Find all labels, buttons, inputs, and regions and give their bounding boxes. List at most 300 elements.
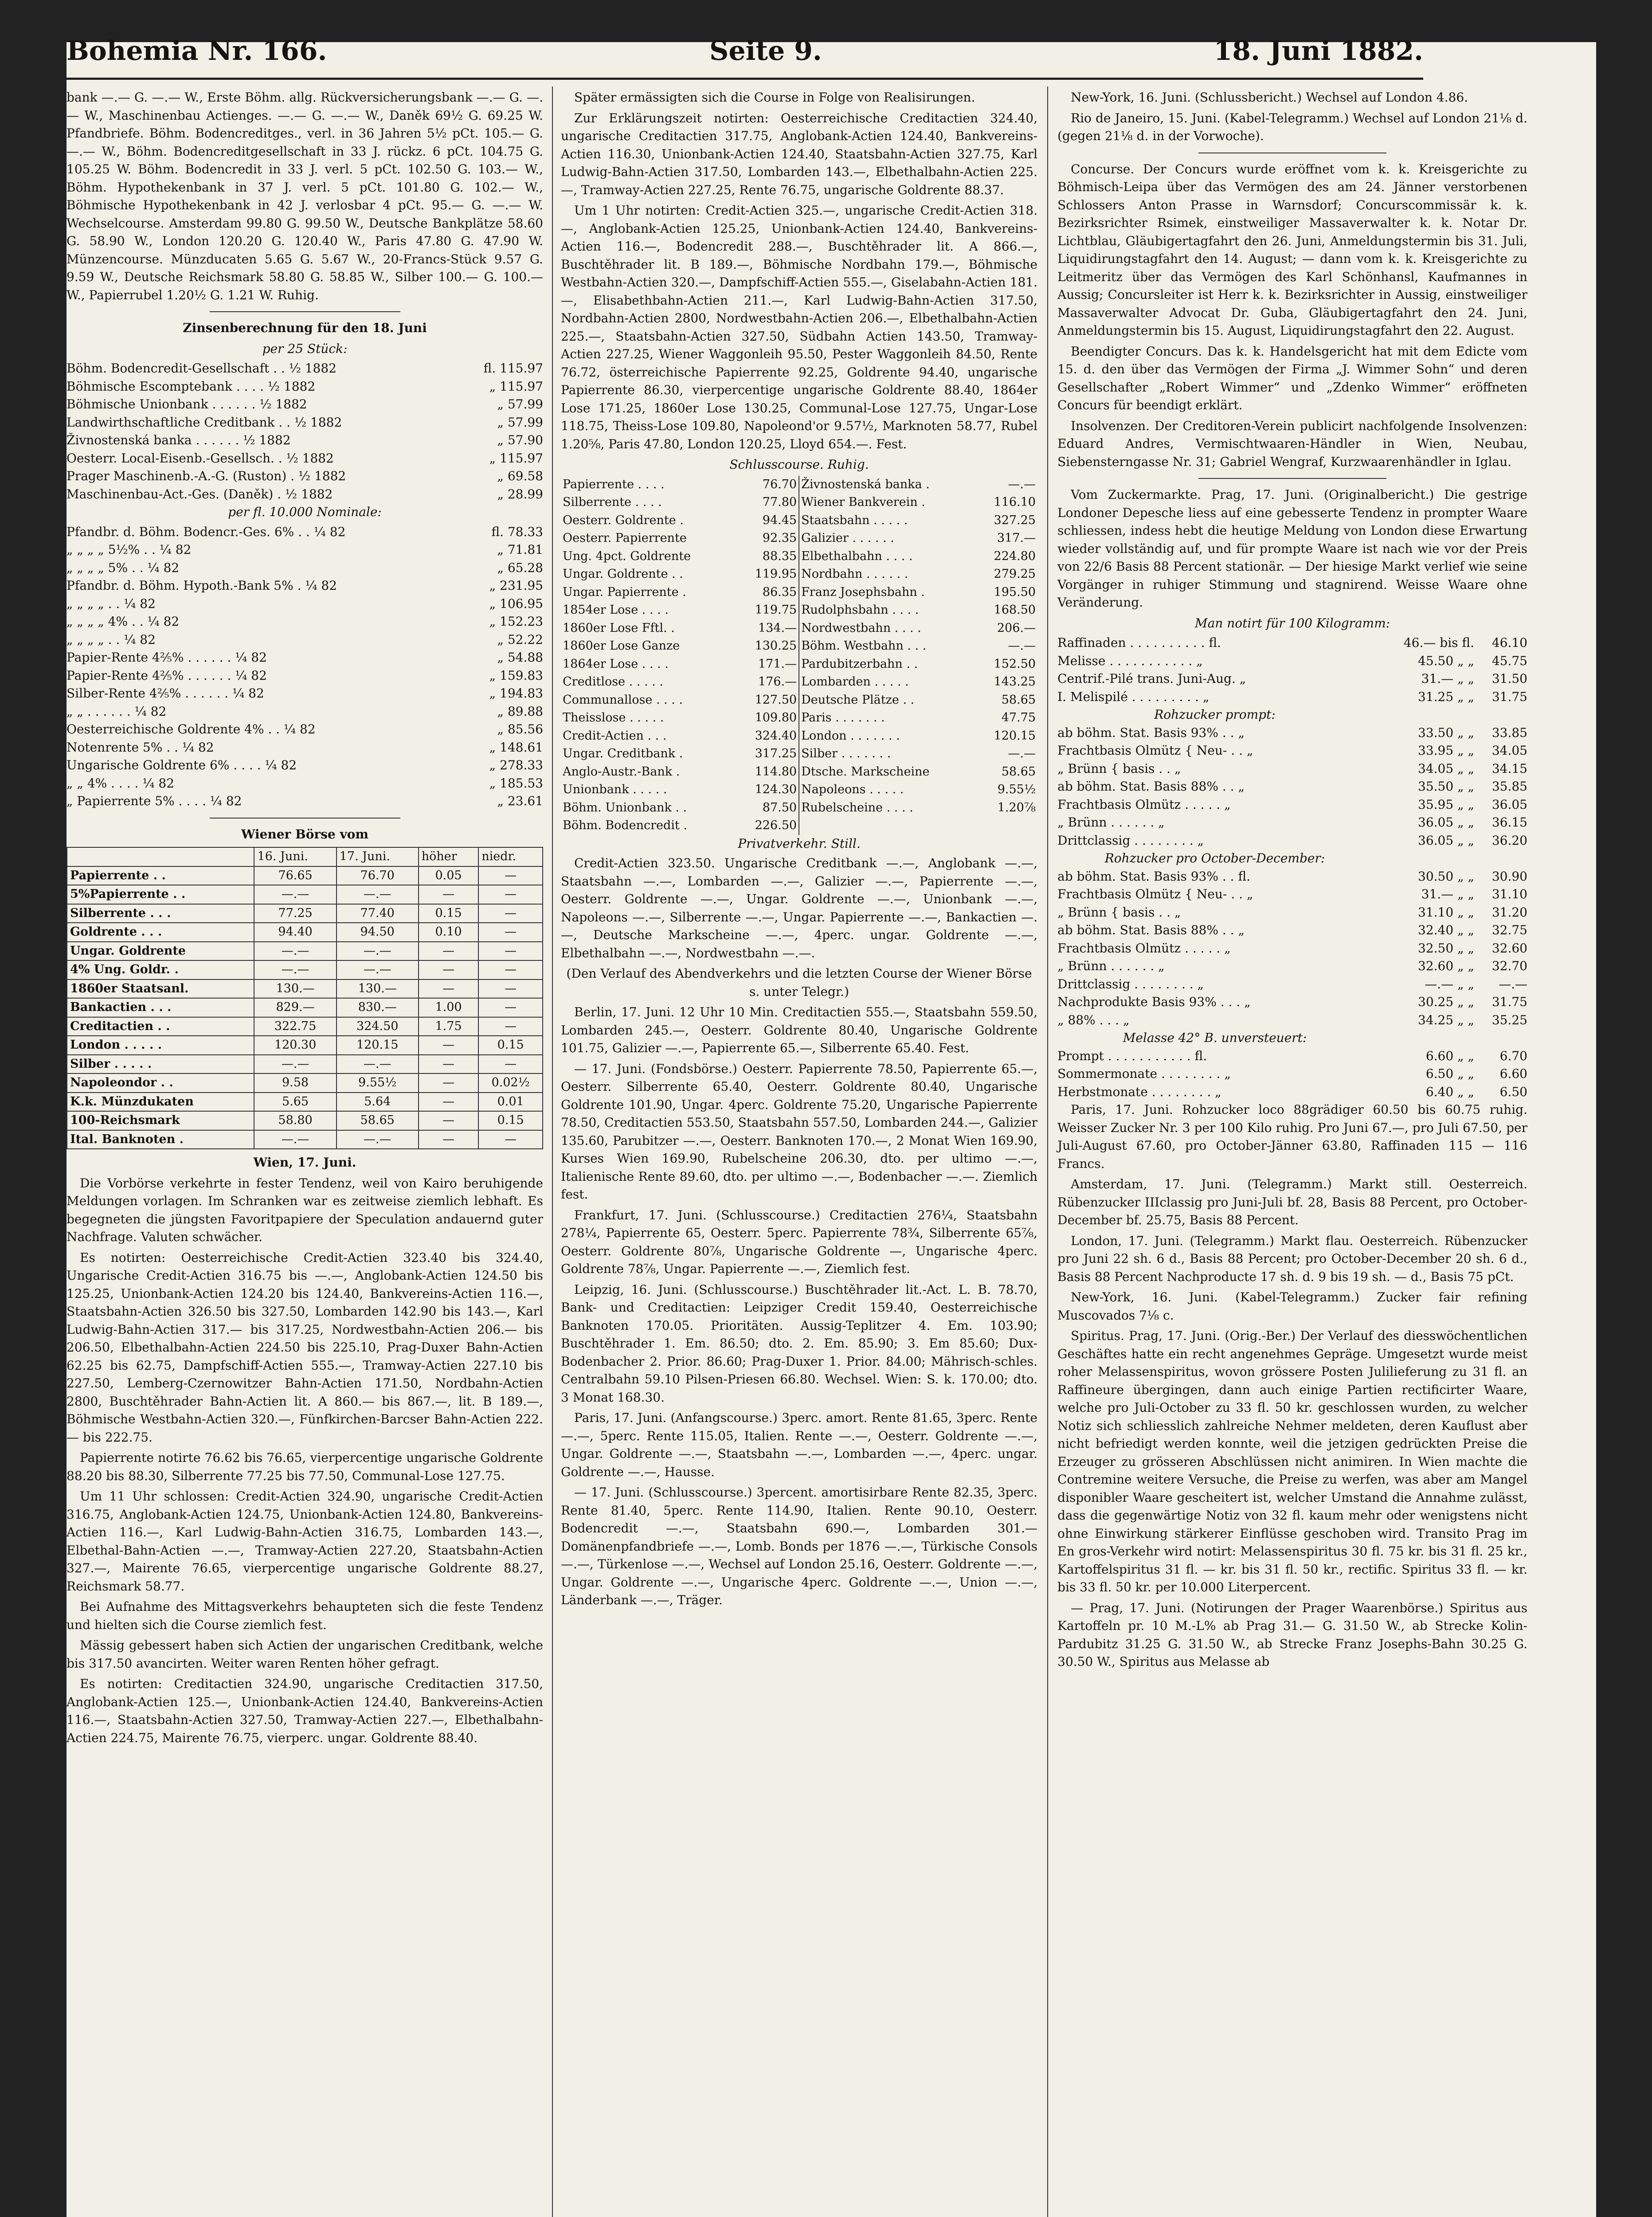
table-cell: — (478, 923, 543, 942)
interest-row (67, 360, 543, 378)
table-cell: 88.35 (737, 548, 799, 566)
table-cell: Rudolphsbahn . . . . (801, 603, 919, 617)
paris-report-2: — 17. Juni. (Schlusscourse.) 3percent. amortisirbare Rente 82.35, 3perc. Rente 81.40, 5perc. Rente 114.90, Italien. Rente 90.10, Oesterr. Bodencredit —.—, Staatsbahn 690.—, Lombarden 301.— Domänenpfandbriefe —.—, Lomb. Bonds per 1876 —.—, Türkische Consols —.—, Türkenlose —.—, Wechsel auf London 25.16, Oesterr. Goldrente —.—, Ungar. Goldrente —.—, Ungarische 4perc. Goldrente —.—, Union —.—, Länderbank —.—, Träger. (561, 1485, 1037, 1607)
column-3 (1057, 89, 1527, 1674)
separator (210, 311, 400, 312)
price-from: 6.40 „ „ (1425, 1084, 1474, 1099)
price-label: ab böhm. Stat. Basis 88% . . „ (1057, 779, 1245, 794)
table-cell: Silberrente . . . . (563, 495, 662, 509)
interest-value: „ 89.88 (497, 704, 543, 719)
table-cell: — (419, 1130, 478, 1149)
price-row (1057, 940, 1527, 958)
table-header-cell (67, 847, 254, 866)
table-header-cell: niedr. (478, 847, 543, 866)
price-label: Herbstmonate . . . . . . . . „ (1057, 1084, 1221, 1099)
table-cell: — (419, 1055, 478, 1074)
paris-sugar-report: Paris, 17. Juni. Rohzucker loco 88grädiger 60.50 bis 60.75 ruhig. Weisser Zucker Nr. 3 per 100 Kilo ruhig. Pro Juni 67.—, pro Juli 67.50, per Juli-August 67.60, pro October-Jänner 63.80, Raffinaden 115 — 116 Francs. (1057, 1102, 1527, 1171)
article-paragraph: Bei Aufnahme des Mittagsverkehrs behaupteten sich die feste Tendenz und hielten sich die Course ziemlich fest. (67, 1599, 543, 1632)
table-row (561, 817, 1037, 835)
separator (210, 818, 400, 819)
interest-value: „ 23.61 (497, 794, 543, 808)
price-label: I. Melispilé . . . . . . . . . „ (1057, 689, 1210, 704)
interest-row (67, 559, 543, 577)
price-to: 31.75 (1491, 995, 1527, 1009)
table-cell: Nordbahn . . . . . . (801, 567, 908, 581)
zucker-subtitle: Man notirt für 100 Kilogramm: (1194, 615, 1390, 631)
table-cell: 224.80 (994, 549, 1036, 563)
table-cell: Oesterr. Goldrente . (563, 513, 684, 527)
table-cell: Oesterr. Papierrente (563, 531, 687, 545)
table-row (561, 494, 1037, 512)
table-cell: 130.— (337, 979, 419, 999)
price-row (1057, 742, 1527, 760)
price-row (1057, 957, 1527, 975)
table-row (67, 1055, 543, 1074)
table-row (561, 763, 1037, 781)
table-cell: Deutsche Plätze . . (801, 693, 915, 707)
berlin-report: Berlin, 17. Juni. 12 Uhr 10 Min. Creditactien 555.—, Staatsbahn 559.50, Lombarden 245.—, Oesterr. Goldrente 80.40, Ungarische Goldrente 101.75, Galizier —.—, Papierrente 65.—, Silberrente 65.40. Fest. (561, 1005, 1037, 1055)
price-from (1372, 850, 1474, 868)
table-row (67, 1017, 543, 1036)
article-paragraph: Es notirten: Oesterreichische Credit-Actien 323.40 bis 324.40, Ungarische Credit-Actien 316.75 bis —.—, Anglobank-Actien 124.50 bis 125.25, Unionbank-Actien 124.20 bis 124.40, Bankvereins-Actien 116.—, Staatsbahn-Actien 326.50 bis 327.50, Lombarden 142.90 bis 143.—, Karl Ludwig-Bahn-Actien 317.— bis 317.25, Nordwestbahn-Actien 206.— bis 206.50, Elbethalbahn-Actien 224.50 bis 225.10, Prag-Duxer Bahn-Actien 62.25 bis 62.75, Dampfschiff-Actien 555.—, Tramway-Actien 227.10 bis 227.50, Lemberg-Czernowitzer Bahn-Actien 171.50, Nordbahn-Actien 2800, Buschtěhrader Bahn-Actien lit. A 860.— bis 867.—, lit. B 189.—, Böhmische Westbahn-Actien 320.—, Fünfkirchen-Barcser Bahn-Actien 222.— bis 222.75. (67, 1250, 543, 1445)
table-cell: —.— (254, 1130, 336, 1149)
interest-value: „ 115.97 (489, 450, 543, 466)
table-cell: Galizier . . . . . . (801, 531, 894, 545)
price-to: 34.15 (1491, 761, 1527, 776)
table-cell: Ung. 4pct. Goldrente (563, 549, 691, 563)
table-cell: Creditlose . . . . . (563, 675, 663, 689)
interest-row (67, 703, 543, 721)
price-from: 36.05 „ „ (1418, 815, 1474, 830)
table-cell: — (478, 866, 543, 885)
table-cell: 0.01 (478, 1093, 543, 1112)
interest-value: „ 159.83 (489, 668, 543, 683)
table-cell: 327.25 (994, 513, 1036, 527)
table-cell: 171.— (737, 655, 799, 674)
table-cell: Unionbank . . . . . (563, 783, 667, 796)
price-to: 34.05 (1491, 743, 1527, 758)
interest-value: „ 185.53 (489, 776, 543, 791)
table-cell: 116.10 (994, 495, 1036, 509)
table-cell: 5%Papierrente . . (67, 885, 254, 904)
table-cell: 77.40 (337, 904, 419, 923)
table-cell: 92.35 (737, 529, 799, 548)
interest-value: „ 194.83 (489, 686, 543, 701)
table-cell: 9.55½ (337, 1073, 419, 1093)
concurse-section: Concurse. Der Concurs wurde eröffnet vom k. k. Kreisgerichte zu Böhmisch-Leipa über das Vermögen des am 24. Jänner verstorbenen Schlossers Anton Prasse in Warnsdorf; Concurscommissär k. k. Bezirksrichter Rsimek, einstweiliger Massaverwalter k. k. Notar Dr. Lichtblau, Gläubigertagfahrt den 26. Juni, Anmeldungstermin bis 31. Juli, Liquidirungstagfahrt den 14. August; — dann vom k. k. Kreisgerichte zu Leitmeritz über das Vermögen des Karl Schönhansl, Kaufmannes in Aussig; Concursleiter ist Herr k. k. Bezirksrichter in Aussig, einstweiliger Massaverwalter Advocat Dr. Guba, Gläubigertagfahrt den 24. Juni, Anmeldungstermin bis 15. August, Liquidirungstagfahrt den 22. August. (1057, 161, 1527, 338)
table-header-cell: 17. Juni. (337, 847, 419, 866)
zucker-price-list (1057, 634, 1527, 1101)
table-cell: 58.65 (337, 1111, 419, 1130)
interest-name: Landwirthschaftliche Creditbank . . ½ 1882 (67, 415, 342, 430)
table-row (561, 601, 1037, 619)
price-from: 6.60 „ „ (1425, 1048, 1474, 1063)
interest-name: Prager Maschinenb.-A.-G. (Ruston) . ½ 1882 (67, 469, 346, 483)
table-row (561, 637, 1037, 655)
interest-row (67, 721, 543, 739)
price-to (1474, 850, 1527, 868)
interest-name: Böhmische Escomptebank . . . . ½ 1882 (67, 379, 316, 394)
table-cell: Credit-Actien . . . (563, 729, 667, 743)
article-note: (Den Verlauf des Abendverkehrs und die letzten Course der Wiener Börse s. unter Telegr.) (566, 966, 1032, 999)
price-label: „ Brünn . . . . . . „ (1057, 959, 1165, 973)
table-cell: 86.35 (737, 584, 799, 602)
zinsen-list (67, 360, 543, 503)
price-label: ab böhm. Stat. Basis 93% . . „ (1057, 725, 1245, 740)
table-cell: Lombarden . . . . . (801, 675, 909, 689)
table-cell: 0.15 (478, 1036, 543, 1055)
table-cell: 324.40 (737, 727, 799, 745)
header-page-number: Seite 9. (709, 35, 822, 67)
interest-row (67, 649, 543, 667)
interest-name: Oesterreichische Goldrente 4% . . ¼ 82 (67, 722, 316, 736)
interest-value: „ 115.97 (489, 379, 543, 394)
table-cell: 322.75 (254, 1017, 336, 1036)
price-to: 36.20 (1491, 833, 1527, 848)
price-to: 32.75 (1491, 923, 1527, 937)
table-row (561, 476, 1037, 494)
rio-report: Rio de Janeiro, 15. Juni. (Kabel-Telegramm.) Wechsel auf London 21⅛ d. (gegen 21⅛ d. in der Vorwoche). (1057, 110, 1527, 143)
article-paragraph: Um 1 Uhr notirten: Credit-Actien 325.—, ungarische Credit-Actien 318.—, Anglobank-Actien 125.25, Unionbank-Actien 124.40, Bankvereins-Actien 116.—, Bodencredit 288.—, Buschtěhrader lit. A 866.—, Buschtěhrader lit. B 189.—, Böhmische Nordbahn 179.—, Böhmische Westbahn-Actien 320.—, Dampfschiff-Actien 555.—, Giselabahn-Actien 181.—, Elisabethbahn-Actien 211.—, Karl Ludwig-Bahn-Actien 317.50, Nordbahn-Actien 2800, Nordwestbahn-Actien 206.—, Elbethalbahn-Actien 225.—, Staatsbahn-Actien 327.50, Südbahn Actien 143.50, Tramway-Actien 227.25, Wiener Waggonleih 95.50, Pester Waggonleih 84.50, Rente 76.72, österreichische Papierrente 92.25, Goldrente 94.40, ungarische Papierrente 86.30, vierpercentige ungarische Goldrente 88.40, 1864er Lose 171.25, 1860er Lose 130.25, Communal-Lose 127.75, Ungar-Lose 118.75, Theiss-Lose 109.80, Napoleond'or 9.57½, Marknoten 58.77, Rubel 1.20⅝, Paris 47.80, London 120.25, Lloyd 654.—. Fest. (561, 203, 1037, 451)
price-label: „ Brünn { basis . . „ (1057, 761, 1181, 776)
table-cell: —.— (337, 885, 419, 904)
table-cell: — (478, 998, 543, 1017)
price-to: 31.50 (1491, 671, 1527, 686)
interest-value: „ 57.90 (497, 433, 543, 447)
table-cell: Napoleondor . . (67, 1073, 254, 1093)
table-cell: 195.50 (994, 585, 1036, 599)
interest-value: „ 71.81 (497, 542, 543, 557)
nominale-list (67, 523, 543, 811)
price-row (1057, 921, 1527, 940)
header-date: 18. Juni 1882. (1214, 35, 1423, 67)
table-row (67, 866, 543, 885)
zuckermarkt-report: Vom Zuckermarkte. Prag, 17. Juni. (Originalbericht.) Die gestrige Londoner Depesche liess auf eine gebesserte Tendenz in prompter Waare schliessen, indess hebt die heutige Meldung von London diese Erwartung wieder vollständig auf, und für prompte Waare ist nach wie vor der Preis von 22/6 Basis 88 Percent stationär. — Der hiesige Markt verlief wie seine Vorgänger in ruhiger Stimmung und stagnirend. Weisse Waare ohne Veränderung. (1057, 487, 1527, 610)
table-cell: 1860er Staatsanl. (67, 979, 254, 999)
price-from: 34.05 „ „ (1418, 761, 1474, 776)
article-paragraph: Es notirten: Creditactien 324.90, ungarische Creditactien 317.50, Anglobank-Actien 125.—, Unionbank-Actien 124.40, Bankvereins-Actien 116.—, Staatsbahn-Actien 327.50, Tramway-Actien 227.—, Elbethalbahn-Actien 224.75, Mairente 76.75, vierperc. ungar. Goldrente 88.40. (67, 1676, 543, 1745)
table-cell: 152.50 (994, 657, 1036, 671)
prag-waarenboerse-report: — Prag, 17. Juni. (Notirungen der Prager Waarenbörse.) Spiritus aus Kartoffeln pr. 10 M.-L% ab Prag 31.— G. 31.50 W., ab Strecke Kolin-Pardubitz 31.25 G. 31.50 W., ab Strecke Franz Josephs-Bahn 30.25 G. 30.50 W., Spiritus aus Melasse ab (1057, 1600, 1527, 1669)
price-row (1057, 904, 1527, 922)
zinsen-subtitle-2: per fl. 10.000 Nominale: (228, 505, 382, 519)
table-cell: 5.65 (254, 1093, 336, 1112)
price-from: —.— „ „ (1425, 976, 1474, 991)
price-from: 31.25 „ „ (1418, 689, 1474, 704)
interest-name: Böhm. Bodencredit-Gesellschaft . . ½ 1882 (67, 361, 337, 376)
frankfurt-report: Frankfurt, 17. Juni. (Schlusscourse.) Creditactien 276¼, Staatsbahn 278¼, Papierrente 65, Oesterr. 5perc. Papierrente 78¾, Silberrente 65⅞, Oesterr. Goldrente 80⅞, Ungarische Goldrente —, Ungarische 4perc. Goldrente 78⅞, Ungar. Papierrente —.—, Ziemlich fest. (561, 1207, 1037, 1276)
table-cell: London . . . . . . . (801, 729, 900, 743)
table-row (561, 799, 1037, 817)
table-cell: — (419, 960, 478, 979)
table-cell: 279.25 (994, 567, 1036, 581)
table-cell: 58.80 (254, 1111, 336, 1130)
spiritus-report: Spiritus. Prag, 17. Juni. (Orig.-Ber.) Der Verlauf des diesswöchentlichen Geschäftes hatte ein recht angenehmes Gepräge. Umgesetzt wurde meist roher Melassenspiritus, wovon grössere Posten Julilieferung zu 31 fl. an Raffineure übergingen, dann auch einige Partien rectificirter Waare, welche pro Juli-October zu 33 fl. 50 kr. geschlossen wurden, zu welcher Notiz sich schliesslich zahlreiche Nehmer meldeten, deren Kauflust aber nicht befriedigt werden konnte, weil die jetzigen gedrückten Preise die Erzeuger zu grösseren Abschlüssen nicht animiren. In Wien machte die Contremine weitere Versuche, die Preise zu werfen, was aber am Mangel disponibler Waare gescheitert ist, welcher Umstand die Annahme zulässt, dass die gegenwärtige Notiz von 32 fl. kaum mehr oder wenigstens nicht ohne Einwirkung stärkerer Einflüsse geschoben wird. Transito Prag im En gros-Verkehr wird notirt: Melassenspiritus 30 fl. 75 kr. bis 31 fl. 25 kr., Kartoffelspiritus 31 fl. — kr. bis 31 fl. 50 kr., rectific. Spiritus 33 fl. — kr. bis 33 fl. 50 kr. per 10.000 Literpercent. (1057, 1328, 1527, 1594)
table-cell: Papierrente . . (67, 866, 254, 885)
table-cell: —.— (254, 1055, 336, 1074)
article-paragraph: Mässig gebessert haben sich Actien der ungarischen Creditbank, welche bis 317.50 avancirten. Weiter waren Renten höher gefragt. (67, 1638, 543, 1671)
price-row (1057, 1065, 1527, 1083)
interest-name: Böhmische Unionbank . . . . . . ½ 1882 (67, 397, 307, 411)
table-cell: 119.95 (737, 565, 799, 584)
table-cell: — (419, 979, 478, 999)
table-cell: 94.40 (254, 923, 336, 942)
interest-row (67, 739, 543, 757)
price-row (1057, 706, 1527, 724)
table-cell: 226.50 (737, 817, 799, 835)
table-cell: 58.65 (1001, 693, 1036, 707)
price-from: 35.50 „ „ (1418, 779, 1474, 794)
price-to: 31.20 (1491, 905, 1527, 920)
price-row (1057, 778, 1527, 796)
price-from: 31.— „ „ (1421, 671, 1474, 686)
table-cell: 76.70 (737, 476, 799, 494)
table-row (561, 512, 1037, 530)
table-cell: 0.02½ (478, 1073, 543, 1093)
price-row (1057, 1029, 1527, 1047)
interest-value: „ 152.23 (489, 614, 543, 629)
interest-row (67, 486, 543, 504)
interest-value: „ 57.99 (497, 415, 543, 430)
table-cell: 1.00 (419, 998, 478, 1017)
table-row (67, 1130, 543, 1149)
table-row (561, 691, 1037, 709)
table-cell: — (419, 1073, 478, 1093)
table-row (67, 1036, 543, 1055)
interest-name: „ „ 4% . . . . ¼ 82 (67, 776, 175, 791)
table-cell: Paris . . . . . . . (801, 711, 885, 725)
header-publication: Bohemia Nr. 166. (67, 35, 327, 67)
table-cell: — (419, 942, 478, 961)
price-from: 32.60 „ „ (1418, 959, 1474, 973)
price-label: Raffinaden . . . . . . . . . . fl. (1057, 635, 1221, 650)
table-row (67, 942, 543, 961)
price-label: Frachtbasis Olmütz . . . . . „ (1057, 940, 1231, 956)
table-cell: 134.— (737, 619, 799, 638)
wien-report (67, 1175, 543, 1747)
price-to: 36.15 (1491, 815, 1527, 830)
price-label: „ 88% . . . „ (1057, 1012, 1130, 1027)
price-to: 35.85 (1491, 779, 1527, 794)
table-cell: Böhm. Unionbank . . (563, 800, 687, 815)
table-cell: 176.— (737, 673, 799, 691)
table-cell: 114.80 (737, 763, 799, 781)
table-cell: Böhm. Bodencredit . (563, 819, 687, 832)
price-row (1057, 634, 1527, 652)
table-cell: 130.25 (737, 637, 799, 655)
price-from: 31.— „ „ (1421, 887, 1474, 901)
table-cell: 1864er Lose . . . . (563, 657, 669, 671)
table-cell: Ungar. Papierrente . (563, 585, 686, 599)
interest-value: „ 148.61 (489, 740, 543, 755)
interest-name: Pfandbr. d. Böhm. Bodencr.-Ges. 6% . . ¼ 82 (67, 524, 346, 539)
table-cell: 830.— (337, 998, 419, 1017)
interest-row (67, 685, 543, 703)
price-to: 35.25 (1491, 1012, 1527, 1027)
table-cell: K.k. Münzdukaten (67, 1093, 254, 1112)
wiener-boerse-table (67, 847, 543, 1149)
table-cell: Bankactien . . . (67, 998, 254, 1017)
price-to: 6.70 (1499, 1048, 1527, 1063)
price-row (1057, 975, 1527, 994)
price-row (1057, 1047, 1527, 1065)
table-cell: 0.15 (478, 1111, 543, 1130)
table-cell: Böhm. Westbahn . . . (801, 639, 927, 653)
price-row (1057, 832, 1527, 850)
table-cell: 77.25 (254, 904, 336, 923)
interest-row (67, 595, 543, 613)
interest-name: Maschinenbau-Act.-Ges. (Daněk) . ½ 1882 (67, 486, 333, 501)
price-to: 45.75 (1491, 653, 1527, 668)
interest-value: fl. 78.33 (491, 524, 543, 539)
table-cell: 317.— (997, 531, 1036, 545)
paris-report: Paris, 17. Juni. (Anfangscourse.) 3perc. amort. Rente 81.65, 3perc. Rente —.—, 5perc. Rente 115.05, Italien. Rente —.—, Oesterr. Goldrente —.—, Ungar. Goldrente —.—, Staatsbahn —.—, Lombarden —.—, 4perc. ungar. Goldrente —.—, Hausse. (561, 1410, 1037, 1479)
table-cell: 9.58 (254, 1073, 336, 1093)
table-cell: —.— (254, 942, 336, 961)
article-paragraph: Um 11 Uhr schlossen: Credit-Actien 324.90, ungarische Credit-Actien 316.75, Anglobank-Actien 124.75, Unionbank-Actien 124.80, Bankvereins-Actien 116.—, Karl Ludwig-Bahn-Actien 316.75, Lombarden 143.—, Elbethal-Bahn-Actien —.—, Tramway-Actien 227.20, Staatsbahn-Actien 327.—, Mairente 76.65, vierpercentige ungarische Goldrente 88.27, Reichsmark 58.77. (67, 1489, 543, 1594)
price-from (1372, 1029, 1474, 1047)
table-cell: Silber . . . . . . . (801, 747, 891, 760)
london-sugar-report: London, 17. Juni. (Telegramm.) Markt flau. Oesterreich. Rübenzucker pro Juni 22 sh. 6 d., Basis 88 Percent; pro October-December 20 sh. 6 d., Basis 88 Percent Nachproducte 17 sh. d. 9 bis 19 sh. — d., Basis 75 pCt. (1057, 1233, 1527, 1284)
schlusscourse-title: Schlusscourse. Ruhig. (729, 457, 869, 472)
table-row (561, 584, 1037, 602)
interest-row (67, 450, 543, 468)
price-from: 30.50 „ „ (1418, 869, 1474, 884)
table-cell: Ungar. Goldrente . . (563, 567, 683, 581)
price-from: 33.50 „ „ (1418, 725, 1474, 740)
price-row (1057, 688, 1527, 706)
price-row (1057, 1011, 1527, 1030)
table-cell: —.— (337, 1055, 419, 1074)
table-row (561, 709, 1037, 727)
interest-value: „ 28.99 (497, 486, 543, 501)
interest-value: „ 85.56 (497, 722, 543, 736)
interest-value: „ 231.95 (489, 578, 543, 593)
price-label: ab böhm. Stat. Basis 88% . . „ (1057, 923, 1245, 937)
interest-name: „ „ . . . . . . ¼ 82 (67, 704, 167, 719)
interest-name: Živnostenská banka . . . . . . ½ 1882 (67, 433, 291, 447)
table-cell: —.— (254, 960, 336, 979)
interest-row (67, 667, 543, 685)
column-divider-1 (552, 86, 553, 2217)
table-cell: — (478, 942, 543, 961)
table-cell: Nordwestbahn . . . . (801, 621, 921, 635)
table-cell: —.— (1008, 747, 1036, 760)
table-cell: 124.30 (737, 781, 799, 799)
table-row (67, 923, 543, 942)
price-to (1474, 706, 1527, 724)
price-to: 31.75 (1491, 689, 1527, 704)
price-row (1057, 885, 1527, 904)
price-from (1372, 706, 1474, 724)
price-label: Nachprodukte Basis 93% . . . „ (1057, 995, 1251, 1009)
interest-name: Notenrente 5% . . ¼ 82 (67, 740, 214, 755)
table-cell: Elbethalbahn . . . . (801, 549, 913, 563)
table-cell: — (478, 885, 543, 904)
price-label: Rohzucker pro October-December: (1104, 851, 1325, 866)
zinsen-title: Zinsenberechnung für den 18. Juni (183, 321, 427, 335)
table-cell: Staatsbahn . . . . . (801, 513, 908, 527)
price-label: Melasse 42° B. unversteuert: (1123, 1030, 1307, 1045)
table-cell: 100-Reichsmark (67, 1111, 254, 1130)
interest-name: Oesterr. Local-Eisenb.-Gesellsch. . ½ 1882 (67, 450, 334, 466)
price-from: 36.05 „ „ (1418, 833, 1474, 848)
interest-row (67, 631, 543, 649)
table-cell: 206.— (997, 621, 1036, 635)
table-cell: 0.05 (419, 866, 478, 885)
table-cell: —.— (1008, 477, 1036, 491)
price-label: Drittclassig . . . . . . . . „ (1057, 976, 1204, 991)
interest-row (67, 396, 543, 414)
table-row (561, 529, 1037, 548)
table-row (67, 885, 543, 904)
table-row (67, 904, 543, 923)
interest-row (67, 756, 543, 775)
page-header (67, 35, 1423, 84)
price-to: 32.70 (1491, 959, 1527, 973)
interest-row (67, 523, 543, 541)
table-cell: Theisslose . . . . . (563, 711, 664, 725)
interest-name: „ „ „ „ . . ¼ 82 (67, 632, 156, 647)
prague-bourse-continued: bank —.— G. —.— W., Erste Böhm. allg. Rückversicherungsbank —.— G. —.— W., Maschinenbau Actienges. —.— G. —.— W., Daněk 69½ G. 69.25 W. Pfandbriefe. Böhm. Bodencreditges., verl. in 36 Jahren 5½ pCt. 105.— G. —.— W., Böhm. Bodencreditgesellschaft in 33 J. rückz. 6 pCt. 104.75 G. 105.25 W. Böhm. Bodencredit in 33 J. verl. 5 pCt. 102.50 G. 103.— W., Böhm. Hypothekenbank in 37 J. verl. 5 pCt. 101.80 G. 102.— W., Böhmische Hypothekenbank in 42 J. verlosbar 4 pCt. 95.— G. —.— W. Wechselcourse. Amsterdam 99.80 G. 99.50 W., Deutsche Bankplätze 58.60 G. 58.90 W., London 120.20 G. 120.40 W., Paris 47.80 G. 47.90 W. Münzencourse. Münzducaten 5.65 G. 5.67 W., 20-Francs-Stück 9.57 G. 9.59 W., Deutsche Reichsmark 58.80 G. 58.85 W., Silber 100.— G. 100.— W., Papierrubel 1.20½ G. 1.21 W. Ruhig. (67, 90, 543, 302)
price-row (1057, 868, 1527, 886)
table-cell: —.— (337, 1130, 419, 1149)
table-cell: 4% Ung. Goldr. . (67, 960, 254, 979)
table-row (561, 727, 1037, 745)
table-cell: 0.10 (419, 923, 478, 942)
price-row (1057, 850, 1527, 868)
price-label: „ Brünn { basis . . „ (1057, 905, 1181, 920)
table-header-cell: 16. Juni. (254, 847, 336, 866)
interest-row (67, 431, 543, 450)
table-cell: 5.64 (337, 1093, 419, 1112)
table-cell: Silber . . . . . (67, 1055, 254, 1074)
interest-value: „ 69.58 (497, 469, 543, 483)
newyork-sugar-report: New-York, 16. Juni. (Kabel-Telegramm.) Zucker fair refining Muscovados 7⅛ c. (1057, 1290, 1527, 1323)
price-label: ab böhm. Stat. Basis 93% . . fl. (1057, 869, 1251, 884)
price-label: Rohzucker prompt: (1154, 707, 1276, 722)
price-label: Drittclassig . . . . . . . . „ (1057, 833, 1204, 848)
interest-value: „ 57.99 (497, 397, 543, 411)
boerse-title: Wiener Börse vom (241, 826, 369, 842)
table-cell: 109.80 (737, 709, 799, 727)
table-cell: Pardubitzerbahn . . (801, 657, 918, 671)
zinsen-subtitle: per 25 Stück: (262, 341, 348, 356)
price-from: 35.95 „ „ (1418, 797, 1474, 812)
table-cell: 47.75 (1001, 711, 1036, 725)
price-to: 33.85 (1491, 725, 1527, 740)
table-cell: — (478, 1130, 543, 1149)
table-row (67, 998, 543, 1017)
table-cell: 1.75 (419, 1017, 478, 1036)
wien-title: Wien, 17. Juni. (253, 1155, 356, 1170)
table-cell: 76.65 (254, 866, 336, 885)
article-paragraph: Credit-Actien 323.50. Ungarische Creditbank —.—, Anglobank —.—, Staatsbahn —.—, Lombarden —.—, Galizier —.—, Papierrente —.—, Oesterr. Goldrente —.—, Ungar. Goldrente —.—, Unionbank —.—, Napoleons —.—, Silberrente —.—, Ungar. Papierrente —.—, Bankactien —.—, Deutsche Markscheine —.—, 4perc. ungar. Goldrente —.—, Elbethalbahn —.—, Nordwestbahn —.—. (561, 856, 1037, 960)
newyork-report: New-York, 16. Juni. (Schlussbericht.) Wechsel auf London 4.86. (1071, 90, 1468, 105)
price-from: 33.95 „ „ (1418, 743, 1474, 758)
table-cell: 120.15 (337, 1036, 419, 1055)
schlusscourse-table (561, 476, 1037, 835)
table-cell: Ital. Banknoten . (67, 1130, 254, 1149)
interest-name: Pfandbr. d. Böhm. Hypoth.-Bank 5% . ¼ 82 (67, 578, 337, 593)
table-cell: 829.— (254, 998, 336, 1017)
column-2 (561, 89, 1037, 1612)
table-row (561, 565, 1037, 584)
interest-value: „ 278.33 (489, 758, 543, 772)
table-cell: Dtsche. Markscheine (801, 764, 930, 779)
interest-row (67, 792, 543, 811)
table-row (561, 548, 1037, 566)
